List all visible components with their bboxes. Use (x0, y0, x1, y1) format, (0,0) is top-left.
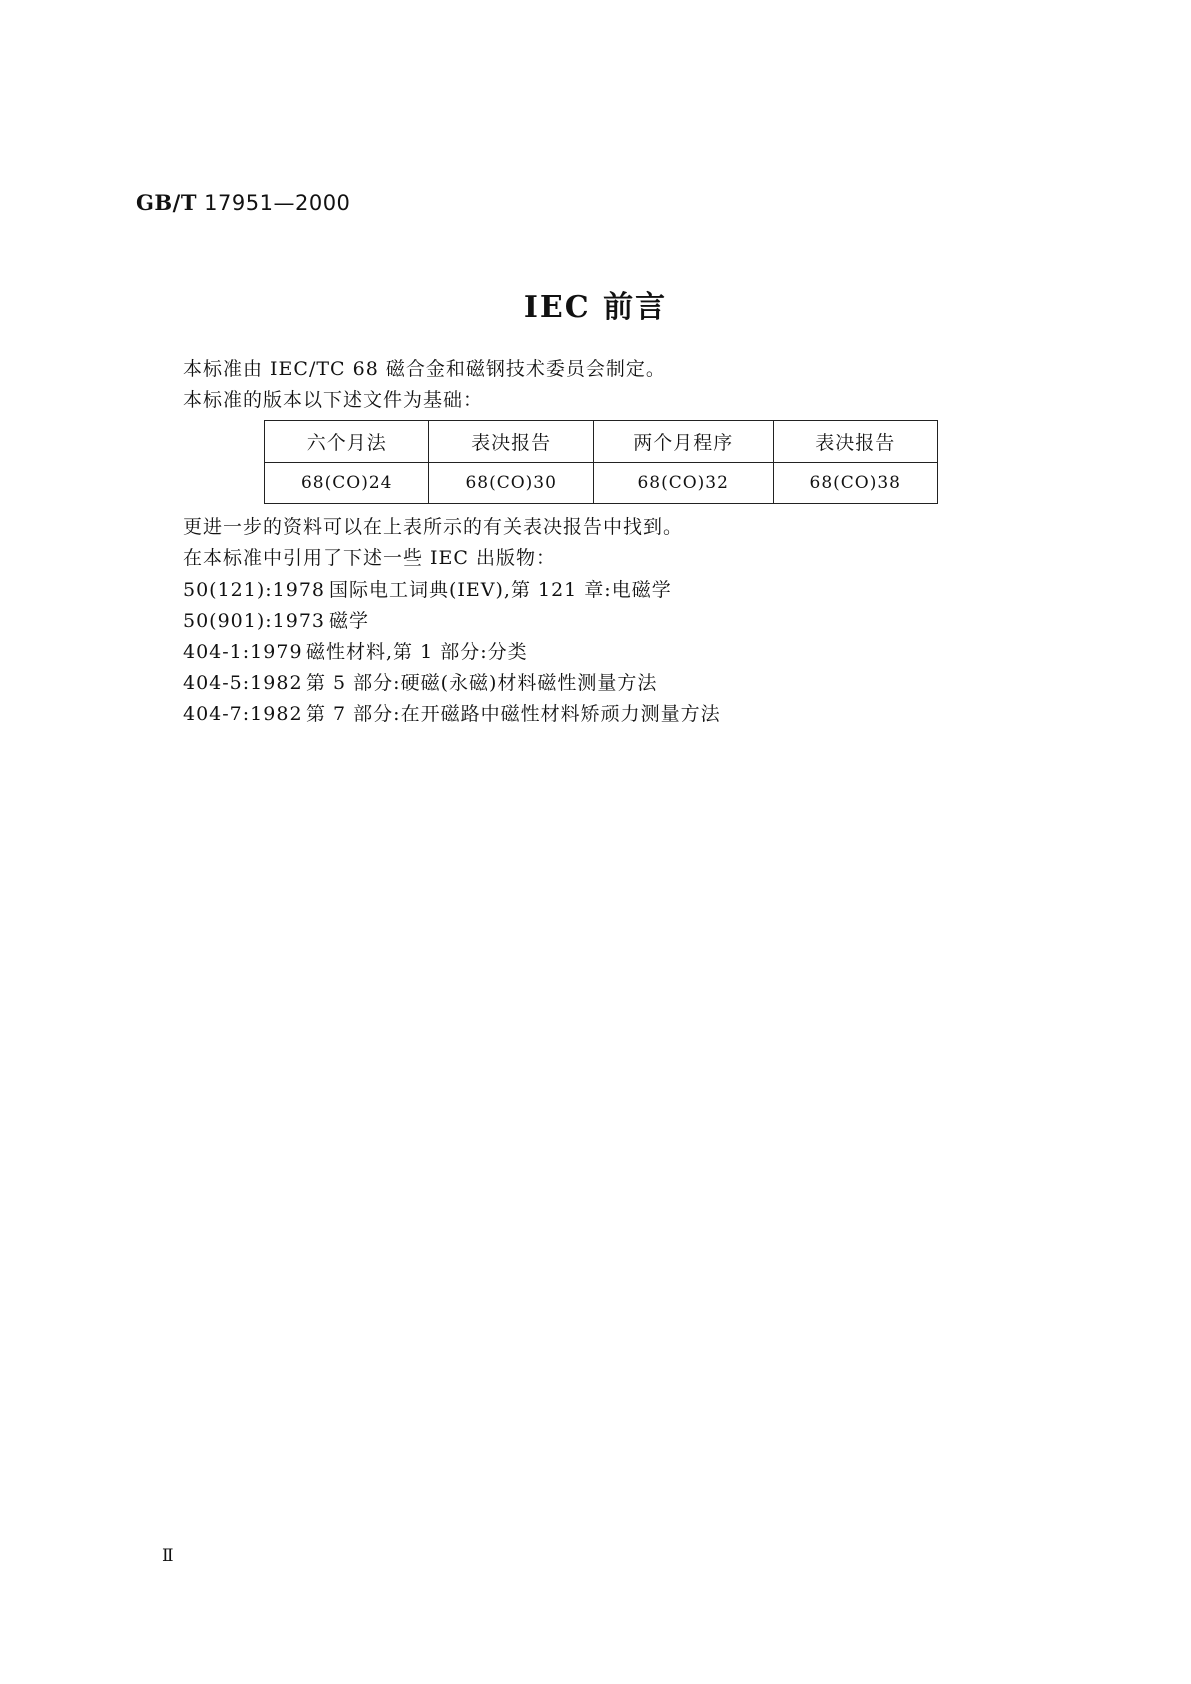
reference-code: 404-5:1982 (183, 672, 303, 694)
reference-item (183, 639, 528, 665)
reference-item (183, 577, 672, 603)
table-header-cell: 两个月程序 (593, 421, 773, 463)
standard-number: 17951—2000 (204, 191, 351, 215)
reference-item (183, 608, 369, 634)
paragraph-references-intro: 在本标准中引用了下述一些 IEC 出版物： (183, 547, 556, 569)
table-header-cell: 六个月法 (265, 421, 429, 463)
page-number: Ⅱ (162, 1546, 174, 1566)
reference-code: 50(121):1978 (183, 579, 326, 601)
reference-title: 国际电工词典(IEV),第 121 章:电磁学 (329, 579, 672, 601)
table-header-row (265, 421, 938, 463)
standard-code (136, 190, 350, 215)
table-cell: 68(CO)38 (773, 463, 937, 504)
page-title: IEC 前言 (523, 290, 668, 325)
reference-code: 404-1:1979 (183, 641, 303, 663)
basis-documents-table (264, 420, 938, 504)
reference-title: 磁性材料,第 1 部分:分类 (306, 641, 528, 663)
standard-prefix: GB/T (136, 190, 197, 215)
paragraph-committee: 本标准由 IEC/TC 68 磁合金和磁钢技术委员会制定。 (183, 358, 666, 380)
table-cell: 68(CO)32 (593, 463, 773, 504)
reference-title: 第 5 部分:硬磁(永磁)材料磁性测量方法 (306, 672, 658, 694)
reference-code: 50(901):1973 (183, 610, 326, 632)
table-row (265, 463, 938, 504)
table-header-cell: 表决报告 (773, 421, 937, 463)
reference-item (183, 670, 657, 696)
table-cell: 68(CO)30 (429, 463, 593, 504)
reference-title: 磁学 (329, 610, 370, 632)
paragraph-basis: 本标准的版本以下述文件为基础： (183, 389, 484, 411)
reference-title: 第 7 部分:在开磁路中磁性材料矫顽力测量方法 (306, 703, 721, 725)
reference-code: 404-7:1982 (183, 703, 303, 725)
reference-item (183, 701, 721, 727)
table-cell: 68(CO)24 (265, 463, 429, 504)
table-header-cell: 表决报告 (429, 421, 593, 463)
paragraph-further-info: 更进一步的资料可以在上表所示的有关表决报告中找到。 (183, 516, 684, 538)
